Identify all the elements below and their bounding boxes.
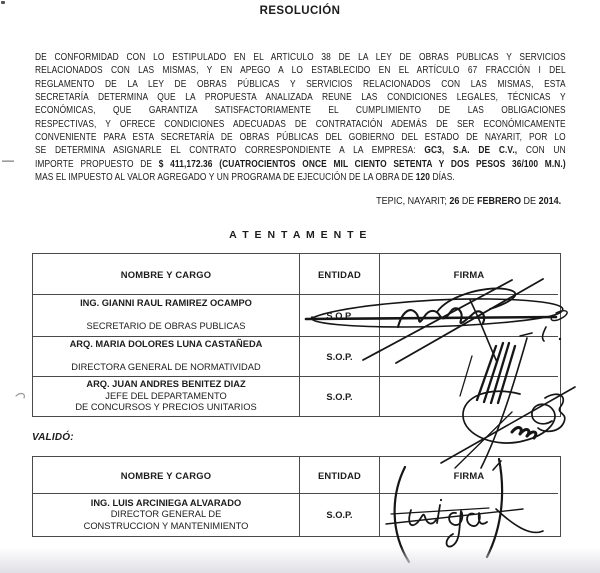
entity-cell: S.O.P.	[299, 294, 379, 336]
cell-line: SECRETARIO DE OBRAS PUBLICAS	[86, 321, 246, 332]
text-run: CONVENIENTE PARA ESTA SECRETARÍA DE OBRAS PÚBLICAS DEL GOBIERNO DEL ESTADO DE NAYARIT, POR LO	[35, 132, 566, 144]
valido-label: VALIDÓ:	[32, 432, 74, 443]
column-header-nombre-y-cargo: NOMBRE Y CARGO	[120, 268, 212, 280]
cell-line: ING. GIANNI RAUL RAMIREZ OCAMPO	[80, 298, 252, 309]
valido-table	[32, 456, 561, 537]
cell-line	[165, 351, 168, 362]
signature-table	[32, 253, 561, 417]
firma-cell	[379, 336, 558, 376]
text-run: SECRETARÍA DETERMINA QUE LA PROPUESTA ANALIZADA REUNE LAS CONDICIONES LEGALES, TÉCNICAS Y	[35, 92, 566, 104]
text-run: SE DETERMINA ASIGNARLE EL CONTRATO CORRESPONDIENTE A LA EMPRESA:	[35, 145, 425, 157]
document-title: RESOLUCIÓN	[259, 5, 341, 17]
text-run: CON UN	[517, 145, 566, 157]
column-header-entidad: ENTIDAD	[299, 457, 379, 493]
text-run: 26	[449, 196, 460, 207]
cell-line: DE CONCURSOS Y PRECIOS UNITARIOS	[75, 402, 257, 413]
cell-line: DIRECTOR GENERAL DE	[110, 509, 222, 520]
paragraph-line	[35, 51, 566, 64]
text-run: RESPECTIVAS, Y OFRECE CONDICIONES ADECUADAS DE CONTRATACIÓN ADEMÁS DE SER ECONÓMICAMENTE	[35, 118, 566, 130]
salutation-heading: A T E N T A M E N T E	[229, 229, 368, 241]
name-cell-ramirez-ocampo	[33, 294, 299, 336]
firma-cell	[379, 376, 558, 416]
cell-line: CONSTRUCCION Y MANTENIMIENTO	[83, 520, 249, 531]
name-cell-arciniega-alvarado	[33, 493, 299, 536]
cell-line: ARQ. JUAN ANDRES BENITEZ DIAZ	[86, 379, 246, 390]
text-run: FEBRERO	[476, 196, 521, 207]
resolution-body-paragraph	[35, 51, 566, 184]
name-cell-benitez-diaz	[33, 376, 299, 416]
paragraph-line	[35, 64, 566, 77]
text-run: GC3, S.A. DE C.V.,	[424, 145, 518, 157]
text-run: MAS EL IMPUESTO AL VALOR AGREGADO Y UN PROGRAMA DE EJECUCIÓN DE LA OBRA DE	[35, 172, 416, 184]
margin-dash-mark: —	[2, 153, 14, 167]
cell-line: JEFE DEL DEPARTAMENTO	[105, 390, 227, 401]
entity-cell: S.O.P.	[299, 336, 379, 376]
paragraph-line	[35, 131, 566, 144]
column-header-firma: FIRMA	[379, 457, 558, 493]
column-header-firma: FIRMA	[379, 254, 558, 294]
paragraph-line	[35, 171, 566, 184]
cell-line: ARQ. MARIA DOLORES LUNA CASTAÑEDA	[69, 339, 263, 350]
cell-line: DIRECTORA GENERAL DE NORMATIVIDAD	[71, 362, 261, 373]
column-header-entidad: ENTIDAD	[299, 254, 379, 294]
text-run: DE	[520, 196, 539, 207]
text-run: DE	[459, 196, 477, 207]
text-run: $ 411,172.36 (CUATROCIENTOS ONCE MIL CIENTO SETENTA Y DOS PESOS 36/100 M.N.)	[158, 158, 566, 170]
column-header-nombre-y-cargo: NOMBRE Y CARGO	[120, 469, 212, 481]
text-run: ECONÓMICAS, QUE GARANTIZA SATISFACTORIAMENTE EL CUMPLIMIENTO DE LAS OBLIGACIONES	[35, 105, 566, 117]
firma-cell	[379, 294, 558, 336]
text-run: DE CONFORMIDAD CON LO ESTIPULADO EN EL ARTÍCULO 38 DE LA LEY DE OBRAS PÚBLICAS Y SERVICIOS	[35, 52, 566, 63]
paragraph-line	[35, 91, 566, 104]
paragraph-line	[35, 144, 566, 157]
firma-cell	[379, 493, 558, 536]
paragraph-line	[35, 104, 566, 117]
name-cell-luna-castaneda	[33, 336, 299, 376]
place-date-line	[376, 196, 561, 207]
cell-line: ING. LUIS ARCINIEGA ALVARADO	[90, 497, 242, 508]
cell-line	[165, 310, 168, 321]
scan-artifact-speck	[1, 1, 5, 4]
entity-cell: S.O.P.	[299, 376, 379, 416]
text-run: TEPIC, NAYARIT;	[375, 196, 450, 207]
paragraph-line	[35, 118, 566, 131]
paragraph-line	[35, 78, 566, 91]
text-run: RELACIONADOS CON LAS MISMAS, Y EN APEGO A LO ESTABLECIDO EN EL ARTÍCULO 67 FRACCIÓN I DEL	[35, 65, 566, 77]
text-run: IMPORTE PROPUESTO DE	[35, 158, 159, 170]
text-run: DÍAS.	[430, 172, 455, 184]
text-run: 120	[415, 172, 431, 184]
paragraph-line	[35, 158, 566, 171]
entity-cell: S.O.P.	[299, 493, 379, 536]
scan-artifact-squiggle	[16, 394, 24, 398]
scan-bottom-shadow	[0, 547, 600, 573]
text-run: 2014.	[538, 196, 561, 207]
text-run: REGLAMENTO DE LA LEY DE OBRAS PÚBLICAS Y SERVICIOS RELACIONADOS CON LAS MISMAS, ESTA	[35, 78, 566, 90]
